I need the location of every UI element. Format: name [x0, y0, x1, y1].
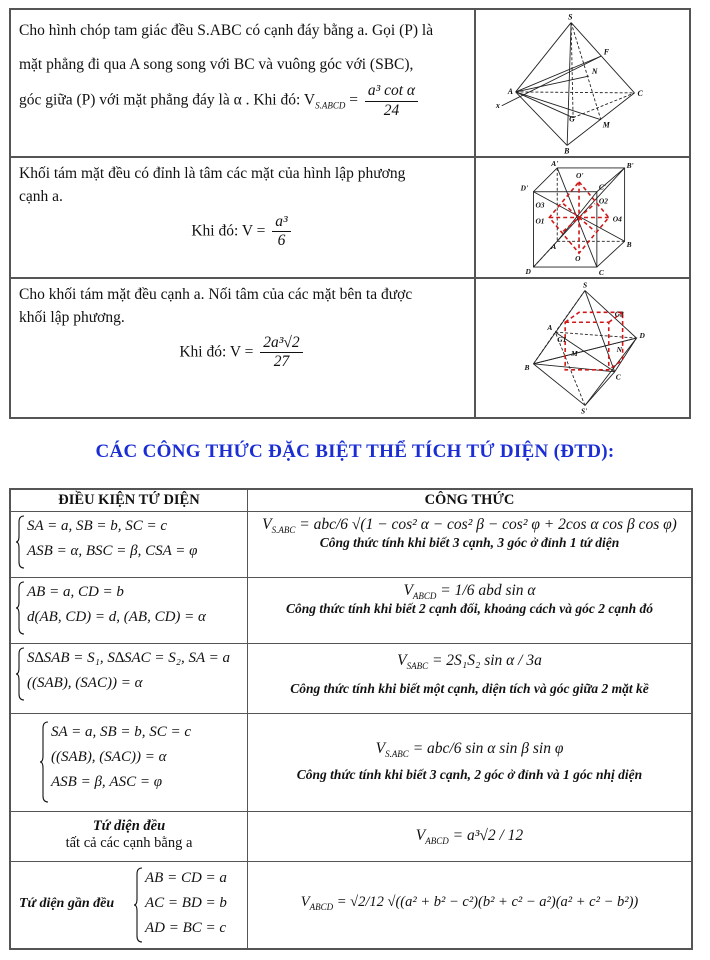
- top-row-2-line-1: Khối tám mặt đều có đỉnh là tâm các mặt của hình lập phương: [19, 165, 406, 182]
- fig1-label: G: [569, 114, 575, 124]
- top-row-2-formula: Khi đó: V = $\frac{\text{a³}}{6}$: [19, 213, 466, 251]
- condition-3: S∆SAB = S₁, S∆SAC = S₂, SA = a ((SAB), (SAC)) = α: [15, 646, 230, 696]
- top-row-3-line-1: Cho khối tám mặt đều cạnh a. Nối tâm của các mặt bên ta được: [19, 286, 413, 303]
- fig2-label: A: [551, 242, 557, 252]
- condition-4: SA = a, SB = b, SC = c ((SAB), (SAC)) = α ASB = β, ASC = φ: [39, 720, 191, 795]
- formula-table-header: [11, 490, 691, 512]
- fig3-label: B: [524, 362, 530, 372]
- brace-icon: [15, 514, 25, 570]
- top-table: [9, 8, 691, 419]
- formula-table: [9, 488, 693, 950]
- fig3-label: A: [547, 323, 553, 333]
- formula-row-4: [11, 714, 691, 812]
- fig3-label: G1: [557, 335, 567, 345]
- section-heading: CÁC CÔNG THỨC ĐẶC BIỆT THỂ TÍCH TỨ DIỆN (ĐTD):: [95, 441, 615, 462]
- top-row-1-line-2: mặt phẳng đi qua A song song với BC và vuông góc với (SBC),: [19, 56, 414, 73]
- brace-icon: [15, 646, 25, 702]
- fig2-label: D': [520, 183, 529, 193]
- formula-4: $V_{S.ABC} = abc/6$ sin α sin β sin φ: [375, 740, 564, 759]
- near-regular-tetrahedron-title: Tứ diện gần đều: [19, 896, 115, 911]
- fig2-label: D: [525, 266, 531, 276]
- fig3-label: D: [639, 331, 645, 341]
- formula-1-description: Công thức tính khi biết 3 cạnh, 3 góc ở đỉnh 1 tứ diện: [319, 535, 620, 550]
- fig2-label: O3: [535, 200, 545, 210]
- regular-tetrahedron-text: tất cả các cạnh bằng a: [65, 835, 193, 851]
- top-row-2-text: [11, 158, 476, 277]
- fig2-label: C': [598, 182, 606, 192]
- condition-6: AB = CD = a AC = BD = b AD = BC = c: [133, 866, 227, 941]
- fig3-label: S: [582, 280, 588, 290]
- brace-icon: [133, 866, 143, 944]
- fig2-label: C: [598, 267, 604, 277]
- top-row-3: [11, 279, 689, 417]
- brace-icon: [39, 720, 49, 804]
- condition-1: SA = a, SB = b, SC = c ASB = α, BSC = β, CSA = φ: [15, 514, 197, 564]
- fig2-label: B: [626, 240, 632, 250]
- fig2-label: O: [575, 254, 581, 264]
- brace-icon: [15, 580, 25, 636]
- formula-3-description: Công thức tính khi biết một cạnh, diện tích và góc giữa 2 mặt kề: [290, 681, 649, 696]
- fig2-label: B': [626, 160, 634, 170]
- top-row-1-formula: $\frac{\text{a³ cot α}}{24}$: [365, 82, 418, 120]
- formula-row-6: [11, 862, 691, 948]
- formula-row-1: [11, 512, 691, 578]
- fig3-label: G2: [614, 309, 624, 319]
- header-formula: CÔNG THỨC: [424, 492, 515, 508]
- formula-2-description: Công thức tính khi biết 2 cạnh đối, khoảng cách và góc 2 cạnh đó: [285, 601, 653, 616]
- formula-1: $V_{S.ABC} = abc/6$ √(1 − cos² α − cos² β − cos² φ + 2cos α cos β cos φ): [262, 516, 677, 535]
- top-row-1-line-1: Cho hình chóp tam giác đều S.ABC có cạnh đáy bằng a. Gọi (P) là: [19, 22, 434, 39]
- fig1-label: S: [568, 12, 573, 22]
- fig3-label: N: [616, 344, 623, 354]
- condition-2: AB = a, CD = b d(AB, CD) = d, (AB, CD) = α: [15, 580, 206, 630]
- top-row-2-line-2: cạnh a.: [19, 188, 63, 206]
- fig2-label: O4: [612, 214, 622, 224]
- fig2-label: O1: [535, 216, 545, 226]
- top-row-3-formula: Khi đó: V = $\frac{\text{2a³√2}}{27}$: [19, 334, 466, 372]
- fig1-label: N: [591, 67, 598, 77]
- formula-row-2: [11, 578, 691, 644]
- fig1-label: F: [603, 47, 610, 57]
- fig2-label: O2: [598, 196, 608, 206]
- top-row-3-line-2: khối lập phương.: [19, 309, 125, 327]
- fig1-label: A: [507, 86, 513, 96]
- fig1-label: B: [564, 146, 570, 156]
- top-row-1-line-3: góc giữa (P) với mặt phẳng đáy là α . Khi đó: $V_{S.ABCD}$ = $\frac{\text{a³ cot α}}{24}$: [19, 82, 466, 123]
- fig3-label: S': [581, 406, 588, 416]
- fig3-label: M: [571, 348, 578, 358]
- top-row-1-text: [11, 10, 476, 156]
- fig1-label: M: [602, 120, 610, 130]
- formula-row-5: [11, 812, 691, 862]
- octahedron-svg: [476, 279, 689, 417]
- fig2-label: O': [576, 170, 584, 180]
- formula-3: $V_{SABC} = 2S_1S_2$ sin α / 3a: [397, 652, 542, 671]
- fig1-label: x: [495, 100, 500, 110]
- formula-5: $V_{ABCD} = a^3√2 / 12$: [415, 827, 524, 846]
- top-row-2: [11, 158, 689, 279]
- cube-octahedron-figure: [476, 158, 689, 277]
- pyramid-svg: [476, 10, 689, 156]
- formula-2: $V_{ABCD} = 1/6$ abd sin α: [403, 582, 536, 601]
- cube-svg: [476, 158, 689, 277]
- pyramid-figure: [476, 10, 689, 156]
- top-row-1: [11, 10, 689, 158]
- header-condition: ĐIỀU KIỆN TỨ DIỆN: [11, 490, 248, 511]
- fig3-label: C: [615, 372, 621, 382]
- octahedron-figure: [476, 279, 689, 417]
- formula-4-description: Công thức tính khi biết 3 cạnh, 2 góc ở đỉnh và 1 góc nhị diện: [296, 767, 643, 782]
- fig2-label: A': [551, 158, 559, 168]
- fig1-label: C: [637, 88, 643, 98]
- regular-tetrahedron-title: Tứ diện đều: [92, 818, 166, 834]
- formula-row-3: [11, 644, 691, 714]
- top-row-3-text: [11, 279, 476, 417]
- formula-6: $V_{ABCD} = √2/12$ √((a² + b² − c²)(b² + c² − a²)(a² + c² − b²)): [300, 894, 639, 912]
